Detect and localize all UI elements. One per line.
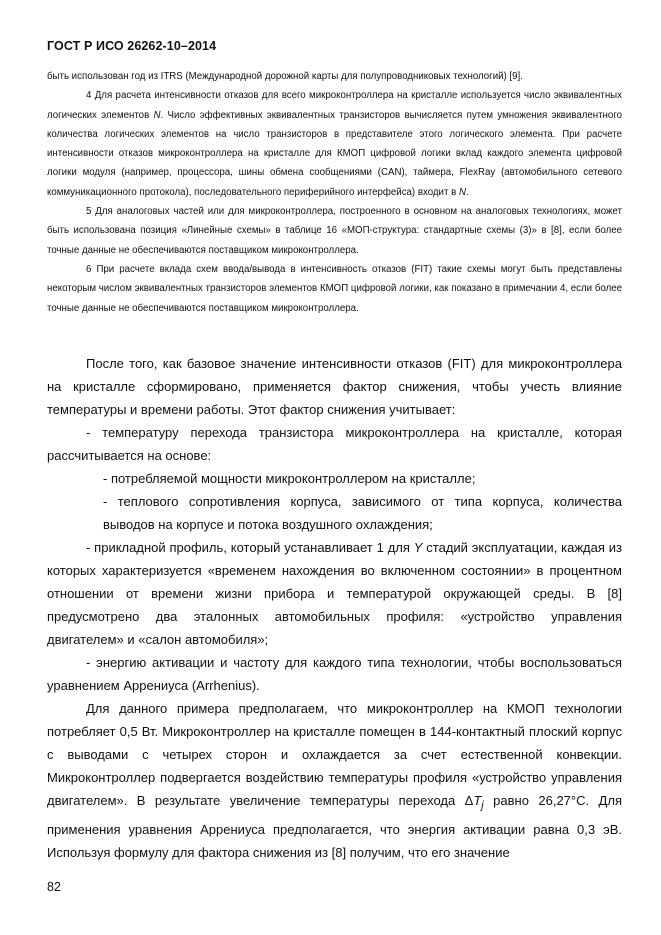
sublist-item-thermal-resistance: - теплового сопротивления корпуса, зависимого от типа корпуса, количества выводов на корпусе и потока воздушного охлаждения;: [103, 494, 622, 532]
body-text: [47, 352, 622, 864]
subscript-j: j: [481, 799, 484, 812]
list-item-temperature: - температуру перехода транзистора микроконтроллера на кристалле, которая рассчитывается на основе:: [47, 425, 622, 463]
page-number: 82: [47, 880, 61, 894]
variable-y: Y: [413, 540, 423, 555]
sublist-item-power: - потребляемой мощности микроконтроллером на кристалле;: [103, 471, 476, 486]
variable-t: T: [473, 793, 482, 808]
variable-n: N: [153, 109, 161, 121]
paragraph-example: Для данного примера предполагаем, что микроконтроллер на КМОП технологии потребляет 0,5 Вт. Микроконтроллер на кристалле помещен в 144-контактный плоский корпус с выводами с четырех сторон и охлаждается за счет естественной конвекции. Микроконтроллер подвергается воздействию температуры профиля «устройство управления двигателем». В результате увеличение температуры перехода $\Delta T_j$ равно 26,27°С. Для применения уравнения Аррениуса предполагается, что энергия активации равна 0,3 эВ. Используя формулу для фактора снижения из [8] получим, что его значение: [47, 701, 622, 860]
list-item-activation-energy: - энергию активации и частоту для каждого типа технологии, чтобы воспользоваться уравнением Аррениуса (Arrhenius).: [47, 655, 622, 693]
note-5: 5 Для аналоговых частей или для микроконтроллера, построенного в основном на аналоговых технологиях, может быть использована позиция «Линейные схемы» в таблице 16 «МОП-структура: стандартные схемы (3)» в [8], если более точные данные не обеспечиваются поставщиком микроконтроллера.: [47, 206, 622, 256]
note-3-continuation: быть использован год из ITRS (Международной дорожной карты для полупроводниковых технологий) [9].: [47, 71, 523, 82]
note-4: 4 Для расчета интенсивности отказов для всего микроконтроллера на кристалле используется число эквивалентных логических элементов N. Число эффективных эквивалентных транзисторов вычисляется путем умножения эквивалентного количества логических элементов на число транзисторов в представителе этого логического элемента. При расчете интенсивности отказов микроконтроллера на кристалле для КМОП цифровой логики вклад каждого элемента цифровой логики модуля (например, процессора, шины обмена сообщениями (CAN), таймера, FlexRay (автомобильного сетевого коммуникационного протокола), последовательного периферийного интерфейса) входит в N.: [47, 90, 623, 198]
note-6: 6 При расчете вклада схем ввода/вывода в интенсивность отказов (FIT) такие схемы могут быть представлены некоторым числом эквивалентных транзисторов элементов КМОП цифровой логики, как показано в примечании 4, если более точные данные не обеспечиваются поставщиком микроконтроллера.: [47, 263, 622, 314]
variable-n: N: [458, 186, 466, 198]
notes-block: [47, 67, 622, 318]
standard-header: ГОСТ Р ИСО 26262-10–2014: [47, 39, 217, 53]
paragraph-intro: После того, как базовое значение интенсивности отказов (FIT) для микроконтроллера на кристалле сформировано, применяется фактор снижения, чтобы учесть влияние температуры и времени работы. Этот фактор снижения учитывает:: [47, 356, 622, 417]
list-item-profile: - прикладной профиль, который устанавливает 1 для Y стадий эксплуатации, каждая из которых характеризуется «временем нахождения во включенном состоянии» в процентном отношении от времени жизни прибора и температурой окружающей среды. В [8] предусмотрено два эталонных автомобильных профиля: «устройство управления двигателем» и «салон автомобиля»;: [47, 540, 622, 647]
